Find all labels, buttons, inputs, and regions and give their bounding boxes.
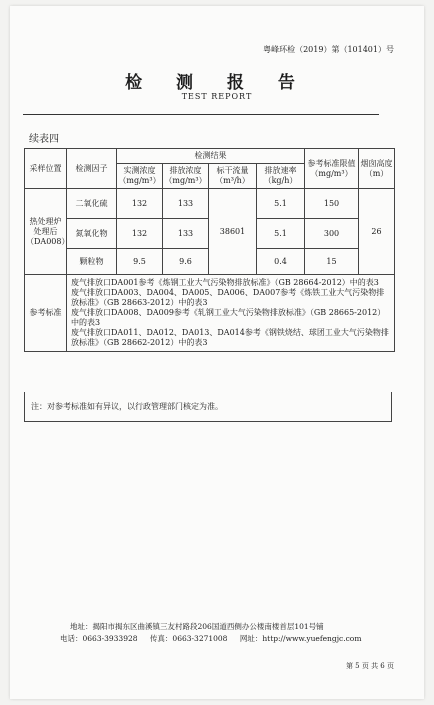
limit: 300: [305, 219, 359, 249]
measured: 132: [117, 219, 163, 249]
reference-line: 废气排放口DA011、DA012、DA013、DA014参考《钢铁烧结、球团工业大气污染物排放标准》（GB 28662-2012）中的表3: [71, 328, 389, 347]
report-subtitle: TEST REPORT: [181, 92, 253, 101]
header-emission: 排放浓度（mg/m³）: [163, 164, 209, 189]
page-number: 第 5 页 共 6 页: [345, 662, 394, 670]
reference-row: [25, 275, 395, 352]
footer-fax: 传真：0663-3271008: [149, 634, 228, 643]
measured: 132: [117, 189, 163, 219]
report-title: 检 测 报 告: [125, 73, 309, 93]
footer-contacts: [60, 633, 371, 645]
results-table: [24, 148, 395, 352]
reference-label: 参考标准: [25, 275, 67, 352]
reference-line: 废气排放口DA001参考《炼钢工业大气污染物排放标准》（GB 28664-2012）中的表3: [71, 278, 379, 287]
emission: 133: [163, 219, 209, 249]
table-row: [25, 189, 395, 219]
reference-line: 废气排放口DA008、DA009参考《轧钢工业大气污染物排放标准》（GB 28665-2012）中的表3: [71, 308, 386, 327]
factor: 二氧化硫: [67, 189, 117, 219]
header-measured: 实测浓度（mg/m³）: [117, 164, 163, 189]
factor: 氮氧化物: [67, 219, 117, 249]
factor: 颗粒物: [67, 249, 117, 275]
measured: 9.5: [117, 249, 163, 275]
header-rate: 排放速率（kg/h）: [257, 164, 305, 189]
header-flow: 标干流量（m³/h）: [209, 164, 257, 189]
header-chimney-height: 烟囱高度（m）: [359, 149, 395, 189]
section-label: 续表四: [29, 134, 59, 145]
limit: 15: [305, 249, 359, 275]
emission: 133: [163, 189, 209, 219]
footer-address: 地址：揭阳市揭东区曲溪镇三友村路段206国道西侧办公楼南楼首层101号铺: [70, 622, 324, 631]
header-ref-limit: 参考标准限值（mg/m³）: [305, 149, 359, 189]
footer: [60, 621, 371, 645]
sample-location: 热处理炉处理后（DA008）: [25, 189, 67, 275]
header-divider: [23, 114, 379, 115]
emission: 9.6: [163, 249, 209, 275]
chimney-height: 26: [359, 189, 395, 275]
rate: 5.1: [257, 219, 305, 249]
flow: 38601: [209, 189, 257, 275]
footer-website: 网址：http://www.yuefengjc.com: [239, 634, 362, 643]
header-results: 检测结果: [117, 149, 305, 164]
rate: 0.4: [257, 249, 305, 275]
footer-phone: 电话：0663-3933928: [60, 634, 138, 643]
note: 注：对参考标准如有异议，以行政管理部门核定为准。: [24, 392, 392, 422]
report-page: [10, 6, 424, 699]
reference-standards: [67, 275, 395, 352]
header-factor: 检测因子: [67, 149, 117, 189]
rate: 5.1: [257, 189, 305, 219]
report-number: 粤峰环检（2019）第（101401）号: [263, 45, 394, 54]
header-row: [25, 149, 395, 164]
limit: 150: [305, 189, 359, 219]
reference-line: 废气排放口DA003、DA004、DA005、DA006、DA007参考《炼铁工业大气污染物排放标准》（GB 28663-2012）中的表3: [71, 288, 385, 307]
header-sample-location: 采样位置: [25, 149, 67, 189]
